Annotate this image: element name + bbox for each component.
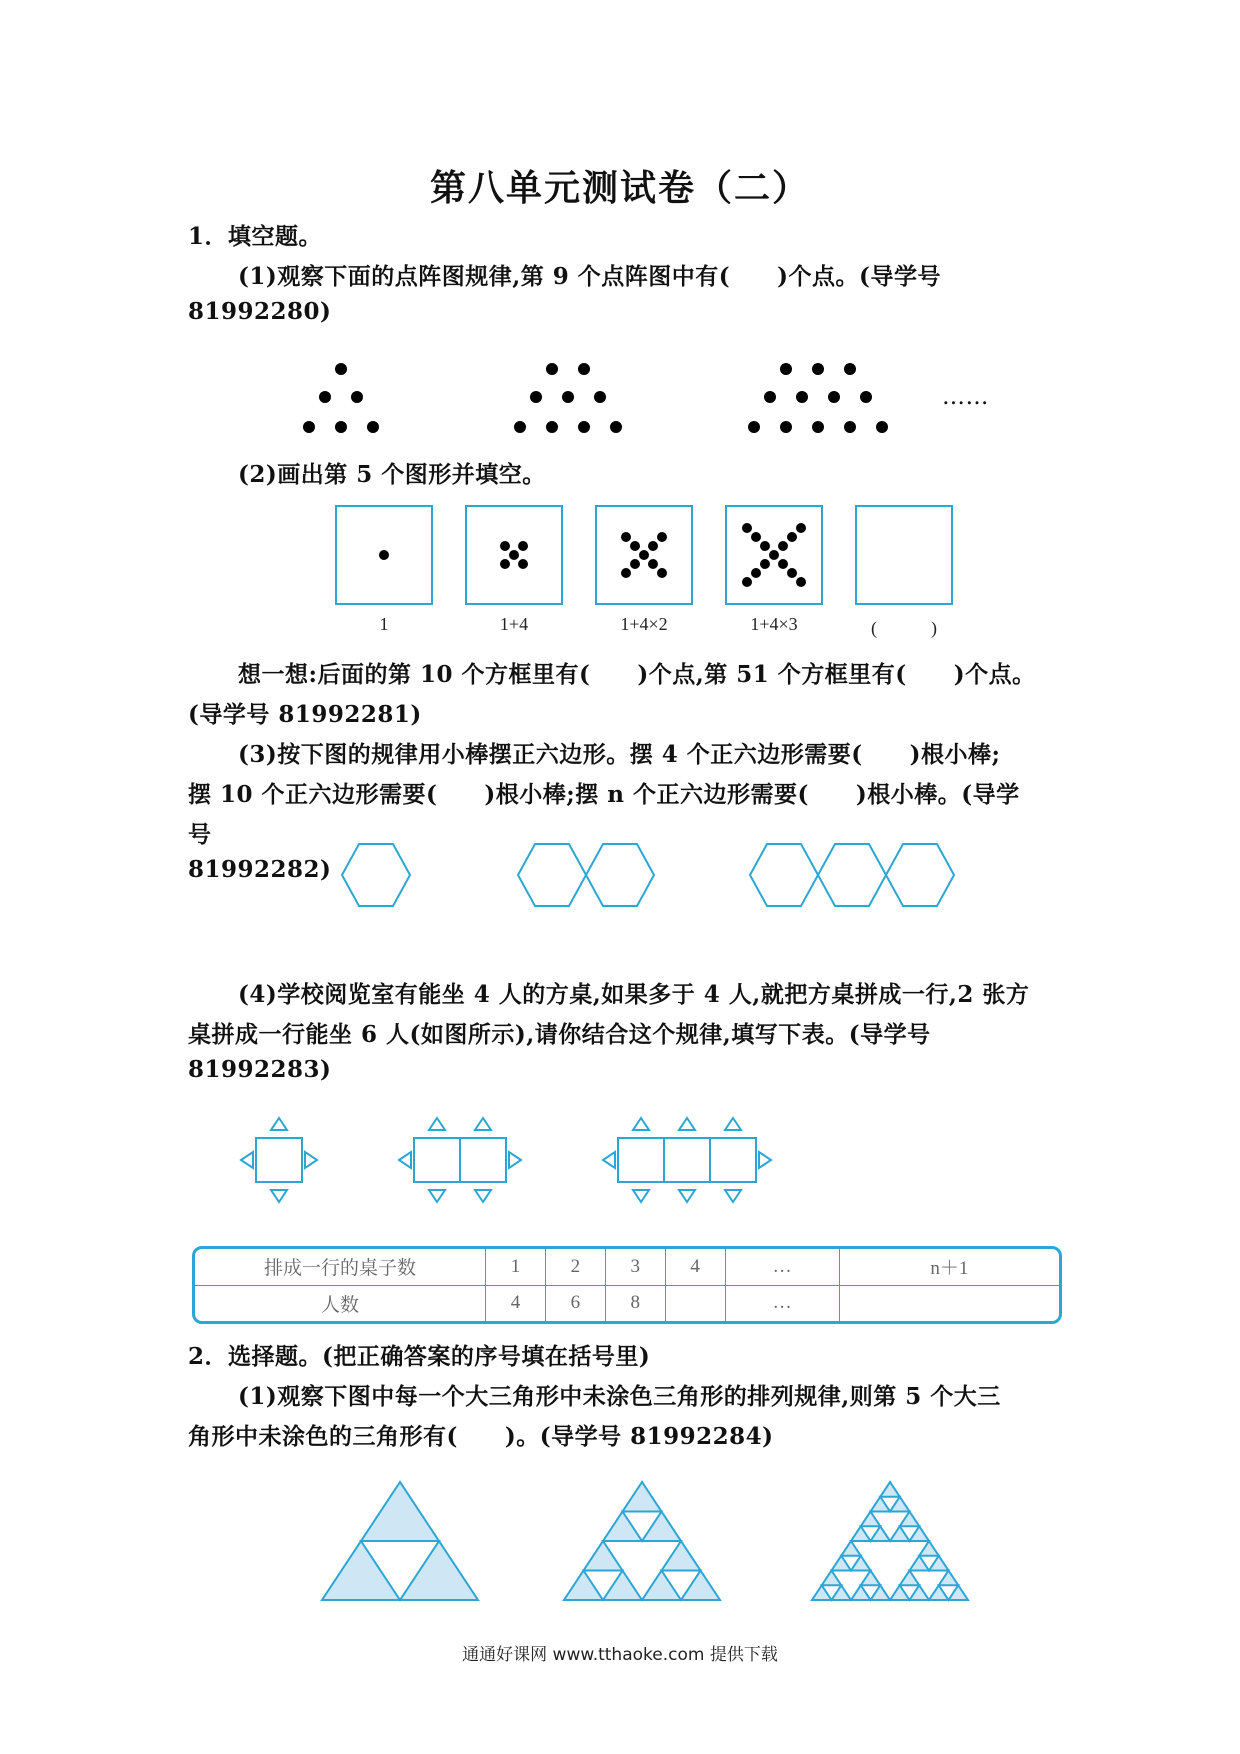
dot-figure-2 bbox=[514, 363, 622, 433]
section-2-heading: 2．选择题。(把正确答案的序号填在括号里) bbox=[188, 1343, 651, 1370]
s2-q1-text-line1: (1)观察下图中每一个大三角形中未涂色三角形的排列规律,则第 5 个大三 bbox=[238, 1383, 1001, 1410]
think-text-line2: (导学号 81992281) bbox=[188, 701, 422, 728]
section-1-heading: 1．填空题。 bbox=[188, 223, 323, 250]
table-row bbox=[195, 1285, 1059, 1321]
table-seat-figures bbox=[0, 1112, 1240, 1212]
q4-text-line1: (4)学校阅览室有能坐 4 人的方桌,如果多于 4 人,就把方桌拼成一行,2 张方 bbox=[238, 981, 1030, 1008]
table-cell bbox=[665, 1285, 725, 1321]
table-cell: 8 bbox=[605, 1285, 665, 1321]
s2-q1-text-line2: 角形中未涂色的三角形有( )。(导学号 81992284) bbox=[188, 1423, 774, 1450]
caption-1: 1 bbox=[379, 614, 389, 634]
caption-4: 1+4×3 bbox=[750, 614, 798, 634]
table-cell: 6 bbox=[545, 1285, 605, 1321]
footer-text: 通通好课网 www.tthaoke.com 提供下载 bbox=[462, 1645, 778, 1665]
q3-text-line1: (3)按下图的规律用小棒摆正六边形。摆 4 个正六边形需要( )根小棒; bbox=[238, 741, 1001, 768]
q4-text-line2: 桌拼成一行能坐 6 人(如图所示),请你结合这个规律,填写下表。(导学号 bbox=[188, 1021, 931, 1048]
hexagon-figures bbox=[0, 830, 1240, 920]
q3-text-line2: 摆 10 个正六边形需要( )根小棒;摆 n 个正六边形需要( )根小棒。(导学 bbox=[188, 781, 1020, 808]
table-cell: … bbox=[725, 1285, 839, 1321]
table-cell: 2 bbox=[545, 1249, 605, 1285]
sierpinski-figures bbox=[0, 1478, 1240, 1608]
caption-3: 1+4×2 bbox=[620, 614, 668, 634]
table-cell: 4 bbox=[486, 1285, 546, 1321]
caption-5: ( ) bbox=[871, 618, 937, 638]
table-cell: 排成一行的桌子数 bbox=[195, 1249, 486, 1285]
q2-text-line1: (2)画出第 5 个图形并填空。 bbox=[238, 461, 546, 488]
empty-box-5 bbox=[856, 506, 952, 604]
table-cell: 1 bbox=[486, 1249, 546, 1285]
seating-table bbox=[192, 1246, 1062, 1324]
q1-text-line1: (1)观察下面的点阵图规律,第 9 个点阵图中有( )个点。(导学号 bbox=[238, 263, 941, 290]
table-cell bbox=[839, 1285, 1059, 1321]
dot-pattern-figures bbox=[0, 355, 1240, 445]
table-cell: … bbox=[725, 1249, 839, 1285]
caption-2: 1+4 bbox=[499, 614, 529, 634]
q3-text-line4: 81992282) bbox=[188, 856, 332, 883]
q4-text-line3: 81992283) bbox=[188, 1056, 332, 1083]
square-pattern-figures bbox=[0, 500, 1240, 615]
page-title: 第八单元测试卷（二） bbox=[429, 168, 810, 209]
dot-ellipsis: …… bbox=[942, 384, 989, 410]
q1-text-line2: 81992280) bbox=[188, 298, 332, 325]
q3-text-line3: 号 bbox=[188, 821, 212, 848]
dot-figure-3 bbox=[748, 363, 888, 433]
table-cell: 3 bbox=[605, 1249, 665, 1285]
table-cell: 人数 bbox=[195, 1285, 486, 1321]
think-text-line1: 想一想:后面的第 10 个方框里有( )个点,第 51 个方框里有( )个点。 bbox=[238, 661, 1036, 688]
table-cell: 4 bbox=[665, 1249, 725, 1285]
table-cell: n＋1 bbox=[839, 1249, 1059, 1285]
dot-figure-1 bbox=[303, 363, 379, 433]
table-row bbox=[195, 1249, 1059, 1285]
